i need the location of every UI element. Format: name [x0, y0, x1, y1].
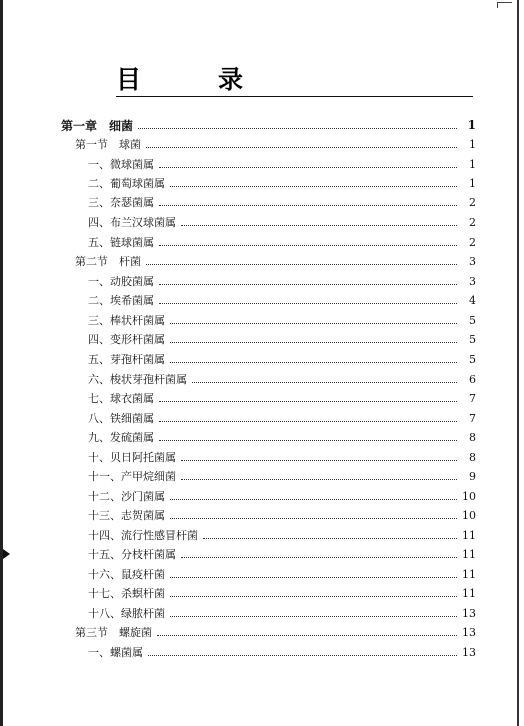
toc-entry[interactable]	[88, 604, 476, 622]
toc-entry[interactable]	[88, 526, 476, 544]
toc-entry[interactable]	[88, 643, 476, 661]
toc-entry-chapter-1[interactable]	[61, 116, 476, 134]
toc-page-number: 8	[469, 430, 476, 444]
dot-leader	[181, 479, 457, 480]
toc-entry-label: 第一章 细菌	[61, 118, 134, 133]
toc-entry-section-2[interactable]	[75, 252, 476, 270]
toc-page-number: 10	[462, 508, 476, 522]
toc-entry[interactable]	[88, 545, 476, 563]
toc-entry-label: 九、发硫菌属	[88, 431, 154, 444]
dot-leader	[170, 518, 457, 519]
dot-leader	[181, 460, 457, 461]
toc-entry-label: 十二、沙门菌属	[88, 490, 165, 503]
toc-entry-label: 五、芽孢杆菌属	[88, 353, 165, 366]
toc-entry[interactable]	[88, 370, 476, 388]
toc-page-number: 6	[469, 372, 476, 386]
dot-leader	[159, 167, 457, 168]
toc-entry-label: 十六、鼠疫杆菌	[88, 568, 165, 581]
toc-entry-label: 十一、产甲烷细菌	[88, 470, 176, 483]
toc-entry-label: 七、球衣菌属	[88, 392, 154, 405]
toc-entry-label: 三、奈瑟菌属	[88, 196, 154, 209]
toc-page-number: 11	[462, 586, 476, 600]
toc-entry-label: 一、动胶菌属	[88, 275, 154, 288]
toc-entry[interactable]	[88, 506, 476, 524]
toc-entry-label: 八、铁细菌属	[88, 412, 154, 425]
toc-page-number: 4	[469, 293, 476, 307]
toc-page-number: 8	[469, 450, 476, 464]
dot-leader	[181, 557, 457, 558]
dot-leader	[170, 342, 457, 343]
toc-page-number: 1	[467, 118, 476, 132]
toc-entry-label: 四、变形杆菌属	[88, 333, 165, 346]
toc-page-number: 2	[469, 215, 476, 229]
dot-leader	[170, 499, 457, 500]
toc-entry[interactable]	[88, 584, 476, 602]
toc-page-number: 2	[469, 195, 476, 209]
toc-entry[interactable]	[88, 233, 476, 251]
toc-entry[interactable]	[88, 330, 476, 348]
toc-entry[interactable]	[88, 291, 476, 309]
dot-leader	[170, 596, 457, 597]
toc-entry-label: 十五、分枝杆菌属	[88, 548, 176, 561]
toc-entry[interactable]	[88, 428, 476, 446]
toc-entry-label: 第一节 球菌	[75, 138, 141, 151]
dot-leader	[146, 264, 457, 265]
toc-entry[interactable]	[88, 174, 476, 192]
dot-leader	[170, 323, 457, 324]
toc-page-number: 9	[469, 469, 476, 483]
toc-entry-label: 五、链球菌属	[88, 236, 154, 249]
dot-leader	[170, 577, 457, 578]
toc-page-number: 7	[469, 411, 476, 425]
toc-page-number: 13	[462, 606, 476, 620]
toc-page-number: 5	[469, 352, 476, 366]
dot-leader	[159, 440, 457, 441]
toc-entry[interactable]	[88, 272, 476, 290]
toc-entry-label: 十四、流行性感冒杆菌	[88, 529, 198, 542]
toc-entry[interactable]	[88, 565, 476, 583]
dot-leader	[157, 635, 457, 636]
corner-mark	[497, 2, 512, 8]
toc-entry[interactable]	[88, 409, 476, 427]
toc-entry-label: 二、葡萄球菌属	[88, 177, 165, 190]
toc-page-number: 11	[462, 528, 476, 542]
dot-leader	[170, 186, 457, 187]
toc-page-number: 11	[462, 547, 476, 561]
toc-page-number: 13	[462, 645, 476, 659]
toc-entry-label: 十八、绿脓杆菌	[88, 607, 165, 620]
dot-leader	[159, 284, 457, 285]
page-edge-right	[517, 0, 519, 726]
toc-page-number: 1	[469, 176, 476, 190]
toc-entry-label: 一、微球菌属	[88, 158, 154, 171]
toc-entry-label: 六、梭状芽孢杆菌属	[88, 373, 187, 386]
toc-entry-label: 二、埃希菌属	[88, 294, 154, 307]
dot-leader	[159, 303, 457, 304]
toc-entry-label: 三、棒状杆菌属	[88, 314, 165, 327]
toc-entry[interactable]	[88, 467, 476, 485]
toc-entry-label: 第三节 螺旋菌	[75, 626, 152, 639]
dot-leader	[159, 401, 457, 402]
toc-page-number: 1	[469, 137, 476, 151]
dot-leader	[159, 205, 457, 206]
dot-leader	[159, 421, 457, 422]
toc-page-number: 3	[469, 254, 476, 268]
dot-leader	[181, 225, 457, 226]
toc-page-number: 5	[469, 313, 476, 327]
toc-entry-label: 十三、志贺菌属	[88, 509, 165, 522]
toc-page-number: 2	[469, 235, 476, 249]
dot-leader	[148, 655, 457, 656]
dot-leader	[192, 382, 457, 383]
toc-entry-label: 第二节 杆菌	[75, 255, 141, 268]
toc-page-number: 3	[469, 274, 476, 288]
toc-entry-section-1[interactable]	[75, 135, 476, 153]
toc-entry-label: 十、贝日阿托菌属	[88, 451, 176, 464]
toc-entry[interactable]	[88, 311, 476, 329]
toc-entry[interactable]	[88, 389, 476, 407]
toc-page-number: 13	[462, 625, 476, 639]
dot-leader	[203, 538, 457, 539]
toc-page-number: 11	[462, 567, 476, 581]
toc-entry[interactable]	[88, 193, 476, 211]
toc-entry[interactable]	[88, 448, 476, 466]
toc-page-number: 10	[462, 489, 476, 503]
toc-page-number: 7	[469, 391, 476, 405]
dot-leader	[170, 362, 457, 363]
title-underline	[116, 96, 473, 97]
page-edge-left	[0, 0, 3, 726]
toc-page-number: 1	[469, 157, 476, 171]
toc-entry[interactable]	[88, 155, 476, 173]
toc-entry-label: 一、螺菌属	[88, 646, 143, 659]
toc-entry-label: 四、布兰汉球菌属	[88, 216, 176, 229]
dot-leader	[138, 128, 457, 129]
toc-entry[interactable]	[88, 350, 476, 368]
toc-entry[interactable]	[88, 487, 476, 505]
dot-leader	[170, 616, 457, 617]
toc-entry-section-3[interactable]	[75, 623, 476, 641]
page-title: 目 录	[116, 65, 270, 94]
toc-entry-label: 十七、杀螟杆菌	[88, 587, 165, 600]
dot-leader	[159, 245, 457, 246]
dot-leader	[146, 147, 457, 148]
scan-marker-arrow-icon	[3, 549, 10, 559]
toc-entry[interactable]	[88, 213, 476, 231]
toc-page-number: 5	[469, 332, 476, 346]
